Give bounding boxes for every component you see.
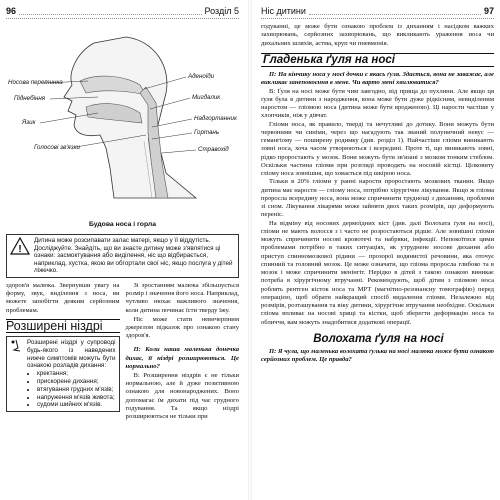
- list-item: • втягування грудних м'язів;: [37, 386, 116, 394]
- question-smooth-lump: П: На кінчику носа у моєї дочки є якась ґуля. Здається, вона не заважає, але викликає занепокоєння в мене. Чи варто мені хвилюватися?: [261, 71, 494, 87]
- info-box-content: [27, 339, 116, 409]
- label-adenoids: Аденоїди: [188, 73, 215, 80]
- running-head-right: [261, 6, 494, 19]
- info-intro: Розширені ніздрі у супроводі будь-якого із наведених нижче симптомів можуть бути ознакою розладів дихання:: [27, 338, 116, 370]
- left-col-1: [6, 282, 120, 422]
- list-item: • прискорене дихання;: [37, 378, 116, 386]
- answer-1: В: Розширення ніздрів є не тільки нормальною, але й дуже позитивною ознакою для новонароджених. Воно допомагає їм дихати під час грудного годування. Та якщо ніздрі розширюються не тільки при: [125, 372, 239, 421]
- question-hairy-lump: П: Я чула, що маленька волохата ґулька на носі малюка може бути ознакою серйозних проблем. Це правда?: [261, 348, 494, 364]
- anatomy-figure: [6, 23, 239, 223]
- symptom-list: [27, 370, 116, 409]
- left-columns: [6, 282, 239, 422]
- label-vocal-cords: Голосові зв'язки: [34, 144, 80, 151]
- figure-caption: Будова носа і горла: [88, 221, 157, 228]
- intro-paragraph: годуванні, це може бути ознакою проблем із диханням і насідком важких захворювань, серйозних захворювань, що викликають ураження носа чи дихальних шляхів, астма, круп чи пневмонія.: [261, 23, 494, 47]
- answer-smooth-lump-3: Тільки в 20% гліоми у ранні нарости проростають мозкових тканин. Якщо дитина має нарости — гліому носа, потрібно хірургічне лікування. Якщо ж гліома проросла всередину носа, вона може спричинити труднощі з диханням, проблеми зі сном. Лікування лікарями може зайняти двох таких розмірів, що деформують переніс.: [261, 178, 494, 219]
- book-gutter: [248, 0, 252, 500]
- heading-smooth-lump: Гладенька ґуля на носі: [261, 53, 494, 67]
- right-page: [255, 0, 500, 500]
- label-palate: Піднебіння: [14, 95, 46, 102]
- label-epiglottis: Надгортанник: [194, 115, 237, 122]
- list-item: • кректання;: [37, 370, 116, 378]
- leader-dots: [309, 14, 481, 15]
- nose-icon: [10, 339, 24, 409]
- list-item: • напруження м'язів живота;: [37, 394, 116, 402]
- col2-paragraph-2: Ніс може стати невичерпним джерелом підказок про ознакою стану здоров'я.: [125, 315, 239, 340]
- label-tonsils: Мигдалик: [192, 94, 221, 101]
- list-item: • судоми шийних м'язів.: [37, 401, 116, 409]
- col2-paragraph-1: Зі зростанням малюка збільшується розмір і значення його носа. Наприклад, чутливо нюхає важливого значення, коли дитина починає їсти тверду їжу.: [125, 281, 239, 314]
- label-esophagus: Стравохід: [198, 146, 229, 153]
- page-number: 96: [6, 6, 17, 16]
- chapter-title-right: Ніс дитини: [261, 6, 306, 16]
- svg-text:!: !: [18, 244, 22, 255]
- left-page: [0, 0, 245, 500]
- nose-throat-diagram: [6, 23, 239, 223]
- exclamation-triangle-icon: [10, 237, 30, 275]
- label-nasal-septum: Носова перетинка: [8, 79, 63, 86]
- left-col-2: [126, 282, 240, 422]
- chapter-title: Розділ 5: [204, 6, 239, 16]
- page-number-right: 97: [483, 6, 494, 16]
- section-title: Розширені ніздрі: [6, 319, 120, 333]
- heading-hairy-lump: Волохата ґуля на носі: [313, 332, 444, 345]
- label-tongue: Язик: [22, 119, 36, 126]
- leader-dots: [19, 14, 202, 15]
- right-text: [261, 23, 494, 365]
- answer-smooth-lump-4: На відміну від носових дермоїдних кіст (див. далі Волохата ґуля на носі), гліоми не мають волосся з і часто не розростаються рідше. Але зовнішні гліоми можуть спричинити носові кровотечі та набряки, інфекції. Непокоїтися цими проблемами потрібно в таких ситуаціях, як утруднене носове дихання або приступ спинномозкової рідини — прозорої водянистої речовини, яка оточує спинний та головний мозок. Це може означати, що гліома проросла глибоко та в мозок і може спричинити менінгіт. Нерідко в дітей з такою ознакою виникає потреба в хірургічному втручанні. Рекомендують, щоб дітям з гліомою носа роблять рентген кісток носа та МРТ (магнітно-резонансну томографію) перед операцією, щоб обрати найкращий спосіб видалення гліоми. Незалежно від розмірів, розташування та віку дитини, хірургічне втручання необхідне. Оскільки гліома впливає на носові хрящі та кістки, щоб зберегти деформацію носа та обличчя, вам можуть знадобитися додаткові операції.: [261, 219, 494, 326]
- col1-paragraph: здоров'я малюка. Звернувши увагу на форму, звук, виділення з носа, ви можете запобігти деяким серйозним проблемам.: [6, 281, 120, 314]
- question-1: П: Коли наша маленька донечка дихає, її ніздрі розширюються. Це нормально?: [125, 346, 239, 370]
- label-larynx: Гортань: [194, 129, 220, 136]
- answer-smooth-lump-2: Гліоми носа, як правило, тверді та нечутливі до дотику. Вони можуть бути червоними чи синіми, через що нагадують так званий полуничний невус — гемангіому — поширену родимку (див. розділ 1). Найчастіше гліоми виникають зовні носа, хоча часом утворюються і всередині. Проте ті, що виникають зовні, рідко проростають у мозок. Вони можуть бути зв'язані з мозком тонким стеблом. Оскільки частина гліоми при розгляді проводять на носовій кістці. Цілковиту гліому носа зовнішня, що ховається під шкірою носа.: [261, 120, 494, 177]
- warning-box: [6, 234, 239, 278]
- info-box: [6, 336, 120, 412]
- running-head-left: [6, 6, 239, 19]
- warning-text: Дитина може розсипавати залас матері, якщо у її віддутість. Досліджуйте. Знайдіть, що ви знаєте дитину може з'являтися ці ознаки: засмоктування або виділення, ніс що відбирається, наприклад, хустка, якою ви обгортали свої ніс, якщо послуга у дітей ліжечко.: [34, 237, 233, 275]
- answer-smooth-lump: В: Ґуля на носі може бути чим завгодно, від прища до пухлини. Але якщо ця ґуля була в дитини з народження, вона може бути дуже рідкісним, невиділеним наростом — гліомою носа (дитина може бути вродженою). Ці нарости частіше у хлопчиків, ніж у дівчат.: [261, 87, 494, 120]
